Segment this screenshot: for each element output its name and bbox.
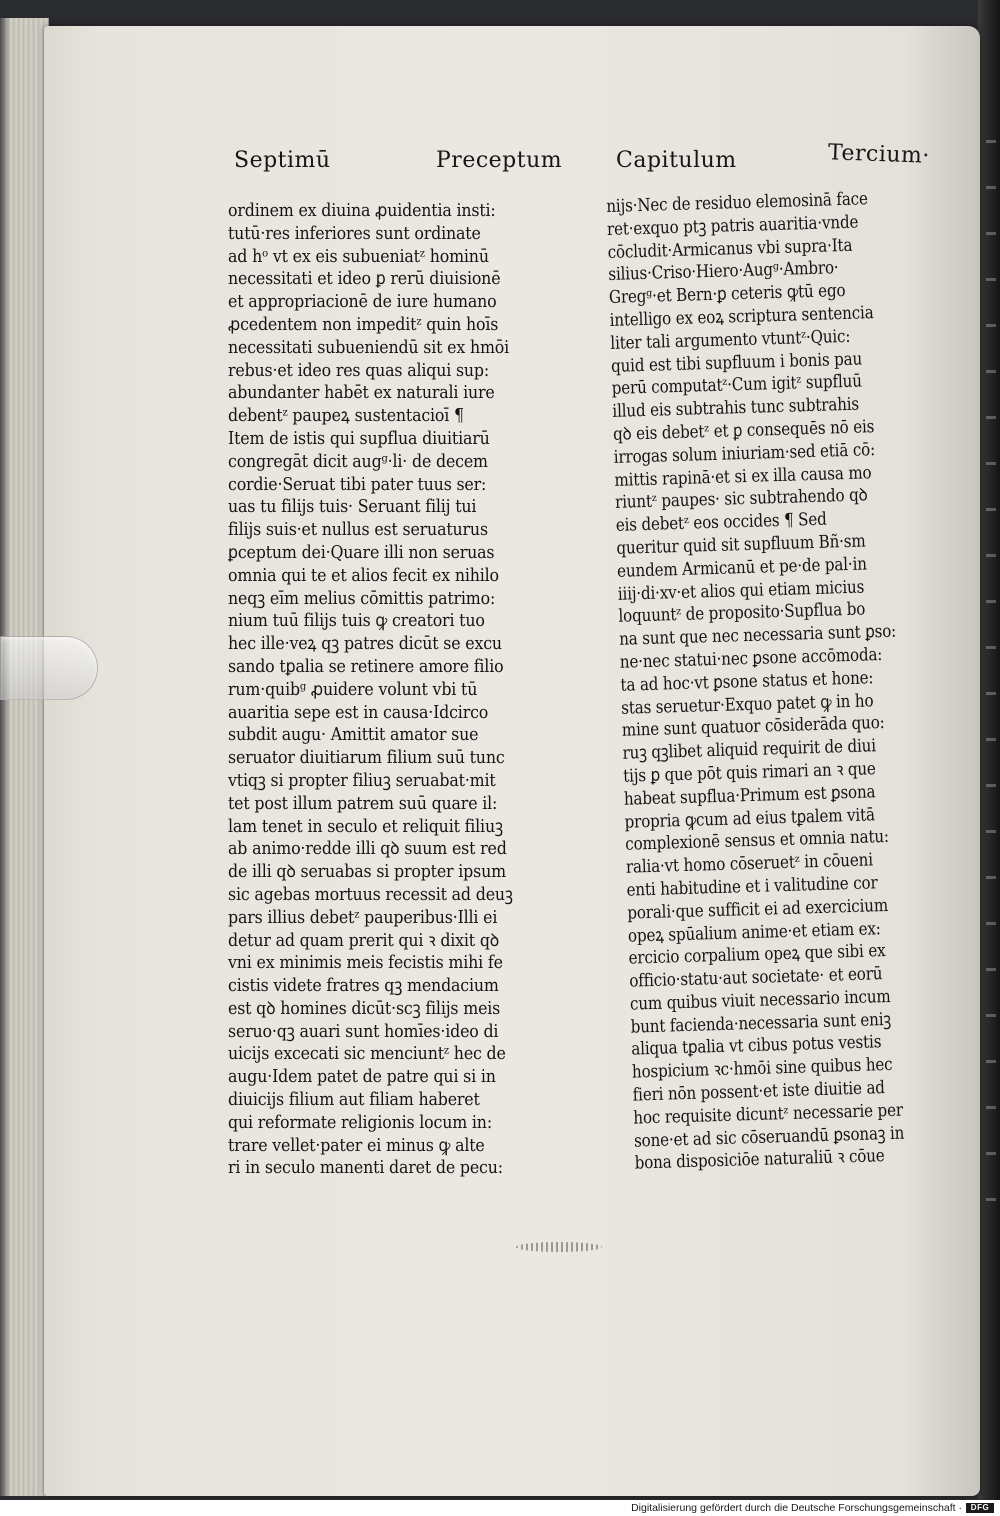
text-line: riuntᶻ paupes· sic subtrahendo qꝺ bbox=[614, 485, 868, 514]
text-line: Gregᵍ·et Bern·ꝑ ceteris ꝙtū ego bbox=[608, 281, 846, 309]
funding-credit: Digitalisierung gefördert durch die Deutsche Forschungsgemeinschaft · bbox=[631, 1502, 962, 1514]
text-line: cistis videte fratres qꝫ mendacium bbox=[228, 976, 499, 997]
text-line: ꝑceptum dei·Quare illi non seruas bbox=[228, 542, 495, 563]
footer-bar bbox=[0, 1500, 1000, 1516]
text-line: ne·nec statui·nec ꝑsone accōmoda: bbox=[619, 644, 883, 673]
text-line: diuicijs filium aut filiam haberet bbox=[228, 1090, 480, 1111]
text-line: detur ad quam prerit qui ꝛ dixit qꝺ bbox=[228, 930, 500, 951]
text-line: congregāt dicit augᵍ·li· de decem bbox=[228, 451, 488, 472]
text-line: officio·statu·aut societate· et eorū bbox=[629, 964, 883, 992]
text-line: ꝓcedentem non impeditᶻ quin hoīs bbox=[228, 314, 499, 335]
text-line: cōcludit·Armicanus vbi supra·Ita bbox=[607, 235, 853, 263]
text-line: ad hᵒ vt ex eis subueniatᶻ hominū bbox=[228, 246, 489, 267]
text-line: lam tenet in seculo et reliquit filiuꝫ bbox=[228, 816, 503, 837]
page-clip bbox=[0, 636, 98, 700]
text-line: ret·exquo ptꝫ patris auaritia·vnde bbox=[606, 212, 859, 240]
text-line: ruꝫ qꝫlibet aliquid requirit de diui bbox=[622, 736, 877, 764]
text-line: rebus·et ideo res quas aliqui sup: bbox=[228, 360, 490, 381]
text-line: ercicio corpalium opeꝝ que sibi ex bbox=[628, 941, 886, 969]
text-line: seruo·qꝫ auari sunt homīes·ideo di bbox=[228, 1021, 499, 1042]
text-line: ralia·vt homo cōseruetᶻ in cōueni bbox=[625, 850, 874, 878]
text-line: mine sunt quatuor cōsiderāda quo: bbox=[621, 713, 885, 742]
text-line: porali·que sufficit ei ad exercicium bbox=[626, 895, 889, 924]
text-line: stas seruetur·Exquo patet ꝙ in ho bbox=[620, 690, 874, 719]
ink-smudge bbox=[516, 1242, 602, 1252]
text-line: omnia qui te et alios fecit ex nihilo bbox=[228, 565, 499, 586]
text-line: ordinem ex diuina ꝓuidentia insti: bbox=[228, 201, 496, 221]
text-line: na sunt que nec necessaria sunt ꝑso: bbox=[618, 621, 897, 650]
text-line: irrogas solum iniuriam·sed etiā cō: bbox=[613, 439, 876, 468]
text-line: complexionē sensus et omnia natu: bbox=[624, 827, 890, 856]
running-head-left-recto: Preceptum bbox=[436, 148, 563, 173]
running-head-left-verso: Septimū bbox=[234, 148, 331, 173]
text-line: tutū·res inferiores sunt ordinate bbox=[228, 223, 481, 244]
text-line: ri in seculo manenti daret de pecu: bbox=[228, 1158, 503, 1179]
text-line: eundem Armicanū et pe·de pal·in bbox=[616, 554, 868, 582]
text-line: vni ex minimis meis fecistis mihi fe bbox=[228, 953, 503, 974]
text-line: debentᶻ paupeꝝ sustentacioī ¶ bbox=[228, 406, 464, 427]
text-line: silius·Criso·Hiero·Augᵍ·Ambro· bbox=[608, 258, 839, 286]
text-line: hoc requisite dicuntᶻ necessarie per bbox=[633, 1100, 904, 1129]
text-line: ta ad hoc·vt ꝑsone status et hone: bbox=[620, 668, 874, 696]
text-line: quid est tibi supfluum i bonis pau bbox=[610, 349, 863, 377]
left-text-column bbox=[228, 200, 540, 1180]
text-line: ab animo·redde illi qꝺ suum est red bbox=[228, 839, 507, 860]
text-line: opeꝝ spūalium anime·et etiam ex: bbox=[627, 918, 881, 947]
text-line: filijs suis·et nullus est seruaturus bbox=[228, 520, 488, 541]
text-line: fieri nōn possent·et iste diuitie ad bbox=[632, 1078, 886, 1106]
text-line: hec ille·veꝝ qꝫ patres dicūt se excu bbox=[228, 634, 502, 655]
text-line: rum·quibᵍ ꝓuidere volunt vbi tū bbox=[228, 679, 478, 700]
text-line: uicijs excecati sic menciuntᶻ hec de bbox=[228, 1044, 506, 1065]
text-line: nijs·Nec de residuo elemosinā face bbox=[606, 189, 869, 217]
text-line: trare vellet·pater ei minus ꝙ alte bbox=[228, 1135, 485, 1156]
right-text-column bbox=[606, 187, 935, 1176]
text-line: de illi qꝺ seruabas si propter ipsum bbox=[228, 862, 506, 883]
text-line: neqꝫ eīm melius cōmittis patrimo: bbox=[228, 588, 496, 609]
running-head-right-verso: Capitulum bbox=[616, 148, 737, 173]
text-line: subdit augu· Amittit amator sue bbox=[228, 725, 479, 746]
text-line: auaritia sepe est in causa·Idcirco bbox=[228, 702, 489, 723]
text-line: iiij·di·xv·et alios qui etiam micius bbox=[617, 577, 865, 605]
text-line: cordie·Seruat tibi pater tuus ser: bbox=[228, 474, 487, 495]
text-line: intelligo ex eoꝝ scriptura sentencia bbox=[609, 303, 874, 331]
text-line: illud eis subtrahis tunc subtrahis bbox=[612, 394, 860, 423]
binding-marks bbox=[986, 140, 996, 1240]
running-head-right-recto: Tercium· bbox=[827, 140, 931, 169]
text-line: necessitati et ideo ꝑ rerū diuisionē bbox=[228, 269, 501, 290]
text-line: necessitati subueniendū sit ex hmōi bbox=[228, 337, 510, 358]
text-line: hospicium ꝛc·hmōi sine quibus hec bbox=[631, 1055, 893, 1083]
text-line: perū computatᶻ·Cum igitᶻ supfluū bbox=[611, 371, 863, 400]
text-line: sic agebas mortuus recessit ad deuꝫ bbox=[228, 884, 513, 905]
text-line: cum quibus viuit necessario incum bbox=[629, 986, 891, 1015]
text-line: nium tuū filijs tuis ꝙ creatori tuo bbox=[228, 611, 485, 632]
text-line: aliqua tꝑalia vt cibus potus vestis bbox=[631, 1032, 882, 1061]
text-line: Item de istis qui supflua diuitiarū bbox=[228, 428, 490, 449]
text-line: seruator diuitiarum filium suū tunc bbox=[228, 748, 505, 769]
text-line: uas tu filijs tuis· Seruant filij tui bbox=[228, 497, 477, 518]
text-line: mittis rapinā·et si ex illa causa mo bbox=[614, 462, 872, 491]
page-stack-shadow bbox=[0, 18, 10, 1496]
text-line: queritur quid sit supfluum Bñ·sm bbox=[616, 531, 866, 559]
text-line: bunt facienda·necessaria sunt eniꝫ bbox=[630, 1009, 892, 1038]
text-line: bona disposiciōe naturaliū ꝛ cōue bbox=[634, 1146, 885, 1175]
text-line: eis debetᶻ eos occides ¶ Sed bbox=[615, 509, 827, 537]
text-line: propria ꝙcum ad eius tꝑalem vitā bbox=[624, 804, 876, 833]
text-line: et appropriacionē de iure humano bbox=[228, 292, 497, 313]
text-line: augu·Idem patet de patre qui si in bbox=[228, 1067, 496, 1088]
text-line: sando tꝑalia se retinere amore filio bbox=[228, 656, 504, 677]
text-line: enti habitudine et i valitudine cor bbox=[626, 873, 878, 901]
text-line: qui reformate religionis locum in: bbox=[228, 1112, 492, 1133]
text-line: sone·et ad sic cōseruandū ꝑsonaꝫ in bbox=[633, 1123, 905, 1152]
text-line: liter tali argumento vtuntᶻ·Quic: bbox=[610, 326, 851, 354]
text-line: tijs ꝑ que pōt quis rimari an ꝛ que bbox=[622, 759, 876, 787]
text-line: est qꝺ homines dicūt·scꝫ filijs meis bbox=[228, 998, 501, 1019]
dfg-logo: DFG bbox=[966, 1503, 994, 1513]
text-line: habeat supflua·Primum est ꝑsona bbox=[623, 781, 876, 810]
text-line: abundanter habēt ex naturali iure bbox=[228, 383, 495, 404]
text-line: tet post illum patrem suū quare il: bbox=[228, 793, 498, 814]
text-line: qꝺ eis debetᶻ et ꝑ consequēs nō eis bbox=[612, 417, 875, 445]
text-line: loquuntᶻ de proposito·Supflua bo bbox=[618, 599, 866, 628]
text-line: pars illius debetᶻ pauperibus·Illi ei bbox=[228, 907, 498, 928]
text-line: vtiqꝫ si propter filiuꝫ seruabat·mit bbox=[228, 770, 496, 791]
